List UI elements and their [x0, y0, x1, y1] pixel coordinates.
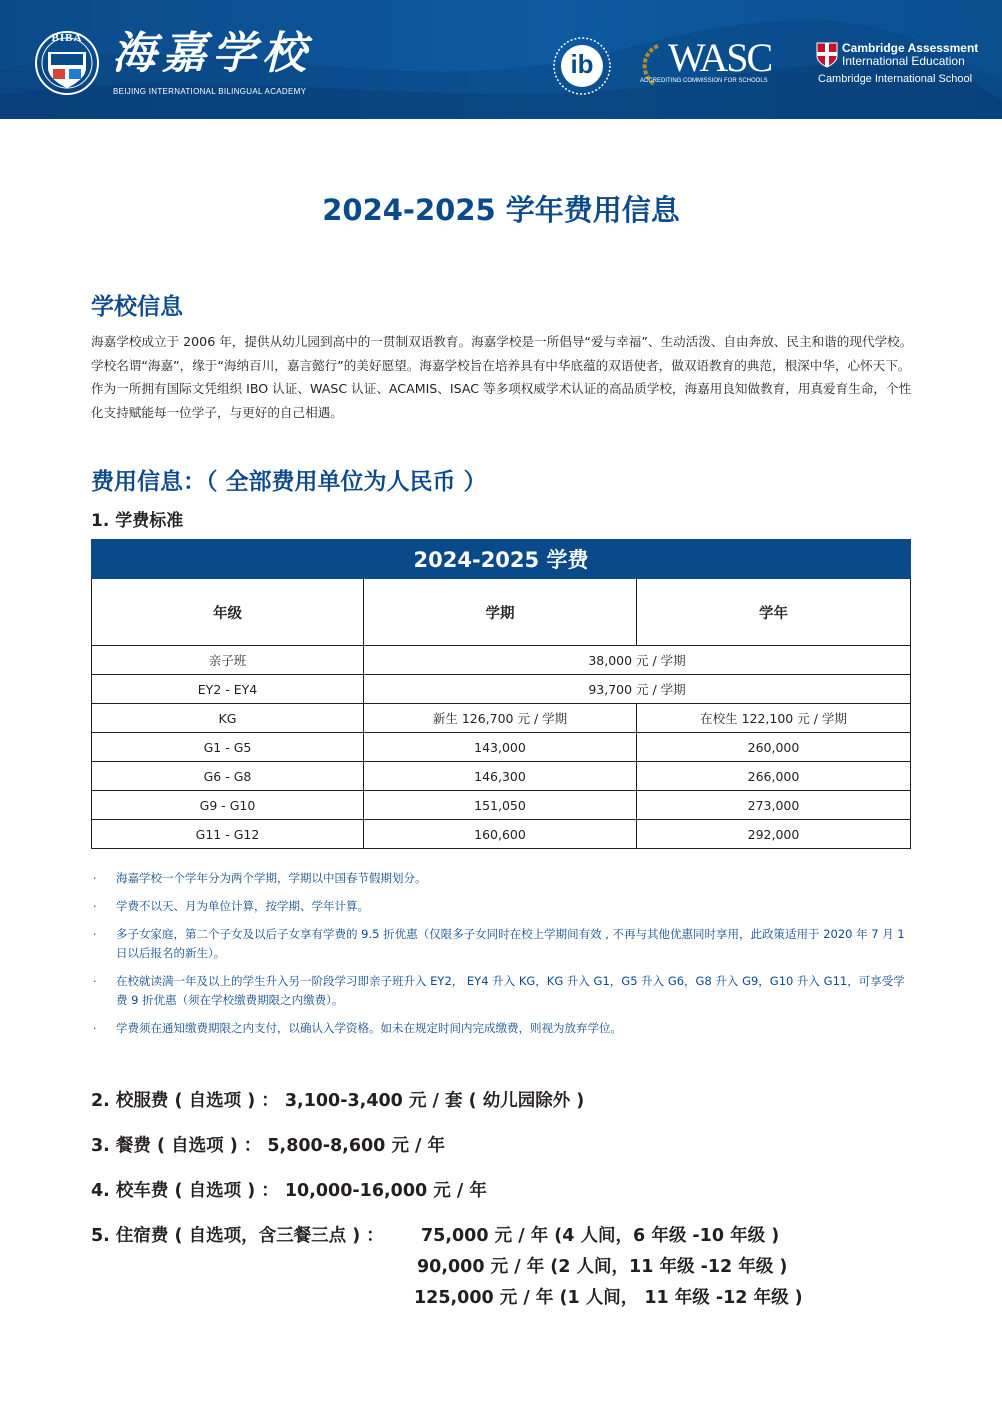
cambridge-line-3: Cambridge International School [818, 73, 973, 85]
semester-fee-cell: 151,050 [364, 791, 637, 820]
tuition-heading: 1. 学费标准 [91, 511, 184, 531]
table-caption: 2024-2025 学费 [92, 540, 911, 579]
cambridge-line-1: Cambridge Assessment [842, 41, 979, 55]
table-row [92, 704, 911, 733]
biba-badge-label: BIBA [51, 32, 83, 44]
bullet-icon: · [93, 900, 97, 913]
table-row [92, 791, 911, 820]
semester-fee-cell: 新生 126,700 元 / 学期 [364, 704, 637, 733]
school-name-english: BEIJING INTERNATIONAL BILINGUAL ACADEMY [113, 87, 307, 96]
list-item [91, 925, 913, 963]
wasc-logo-label: WASC [668, 35, 772, 80]
grade-cell: 亲子班 [92, 646, 364, 675]
school-info-heading: 学校信息 [91, 294, 183, 320]
table-row [92, 733, 911, 762]
year-fee-cell: 260,000 [637, 733, 911, 762]
bus-fee: 4. 校车费 ( 自选项 ) ： 10,000-16,000 元 / 年 [91, 1181, 487, 1201]
meal-fee: 3. 餐费 ( 自选项 ) ： 5,800-8,600 元 / 年 [91, 1136, 446, 1156]
list-item [91, 972, 913, 1010]
bullet-icon: · [93, 872, 97, 885]
grade-cell: G1 - G5 [92, 733, 364, 762]
school-info-body: 海嘉学校成立于 2006 年，提供从幼儿园到高中的一贯制双语教育。海嘉学校是一所倡导“爱与幸福”、生动活泼、自由奔放、民主和谐的现代学校。学校名谓“海嘉”，缘于“海纳百川，嘉言懿行”的美好愿望。海嘉学校旨在培养具有中华底蕴的双语使者，做双语教育的典范，根深中华，心怀天下。作为一所拥有国际文凭组织 IBO 认证、WASC 认证、ACAMIS、ISAC 等多项权威学术认证的高品质学校，海嘉用良知做教育，用真爱育生命，个性化支持赋能每一位学子，与更好的自己相遇。 [91, 334, 913, 420]
bullet-icon: · [93, 928, 97, 941]
wasc-subtitle: ACCREDITING COMMISSION FOR SCHOOLS [640, 78, 768, 84]
school-name-chinese: 海嘉学校 [112, 28, 312, 79]
cambridge-line-2: International Education [842, 54, 965, 68]
page-title: 2024-2025 学年费用信息 [322, 193, 680, 227]
fees-heading: 费用信息：（ 全部费用单位为人民币 ） [91, 469, 487, 495]
boarding-fee-option-3: 125,000 元 / 年 (1 人间， 11 年级 -12 年级 ) [414, 1288, 803, 1308]
uniform-fee: 2. 校服费 ( 自选项 ) ： 3,100-3,400 元 / 套 ( 幼儿园除外 ) [91, 1091, 585, 1111]
note-text: 学费不以天、月为单位计算，按学期、学年计算。 [116, 899, 369, 913]
cambridge-shield-icon [816, 42, 838, 68]
fee-cell: 38,000 元 / 学期 [364, 646, 911, 675]
year-fee-cell: 292,000 [637, 820, 911, 849]
tuition-table [91, 539, 911, 849]
list-item [91, 1019, 913, 1038]
list-item [91, 897, 913, 916]
grade-cell: EY2 - EY4 [92, 675, 364, 704]
list-item [91, 869, 913, 888]
table-row [92, 820, 911, 849]
column-header-year: 学年 [637, 579, 911, 646]
note-text: 在校就读满一年及以上的学生升入另一阶段学习即亲子班升入 EY2， EY4 升入 KG，KG 升入 G1，G5 升入 G6，G8 升入 G9，G10 升入 G11，可享受学费 9 折优惠（须在学校缴费期限之内缴费）。 [116, 974, 905, 1007]
grade-cell: G9 - G10 [92, 791, 364, 820]
semester-fee-cell: 146,300 [364, 762, 637, 791]
semester-fee-cell: 160,600 [364, 820, 637, 849]
year-fee-cell: 273,000 [637, 791, 911, 820]
boarding-fee-label: 5. 住宿费 ( 自选项，含三餐三点 ) ： [91, 1226, 384, 1246]
note-text: 学费须在通知缴费期限之内支付，以确认入学资格。如未在规定时间内完成缴费，则视为放弃学位。 [116, 1021, 622, 1035]
tuition-notes-list [91, 869, 913, 1047]
header-banner [0, 0, 1002, 119]
fee-cell: 93,700 元 / 学期 [364, 675, 911, 704]
boarding-fee-option-2: 90,000 元 / 年 (2 人间，11 年级 -12 年级 ) [417, 1257, 788, 1277]
grade-cell: G11 - G12 [92, 820, 364, 849]
column-header-grade: 年级 [92, 579, 364, 646]
column-header-semester: 学期 [364, 579, 637, 646]
note-text: 多子女家庭，第二个子女及以后子女享有学费的 9.5 折优惠（仅限多子女同时在校上学期间有效 , 不再与其他优惠同时享用，此政策适用于 2020 年 7 月 1 日以后报名的新生）。 [116, 927, 905, 960]
boarding-fee-option-1: 75,000 元 / 年 (4 人间，6 年级 -10 年级 ) [421, 1226, 780, 1246]
semester-fee-cell: 143,000 [364, 733, 637, 762]
table-row [92, 646, 911, 675]
ib-logo-label: ib [570, 49, 594, 79]
table-row [92, 675, 911, 704]
table-row [92, 762, 911, 791]
year-fee-cell: 在校生 122,100 元 / 学期 [637, 704, 911, 733]
grade-cell: G6 - G8 [92, 762, 364, 791]
year-fee-cell: 266,000 [637, 762, 911, 791]
bullet-icon: · [93, 975, 97, 988]
bullet-icon: · [93, 1022, 97, 1035]
grade-cell: KG [92, 704, 364, 733]
note-text: 海嘉学校一个学年分为两个学期，学期以中国春节假期划分。 [116, 871, 427, 885]
